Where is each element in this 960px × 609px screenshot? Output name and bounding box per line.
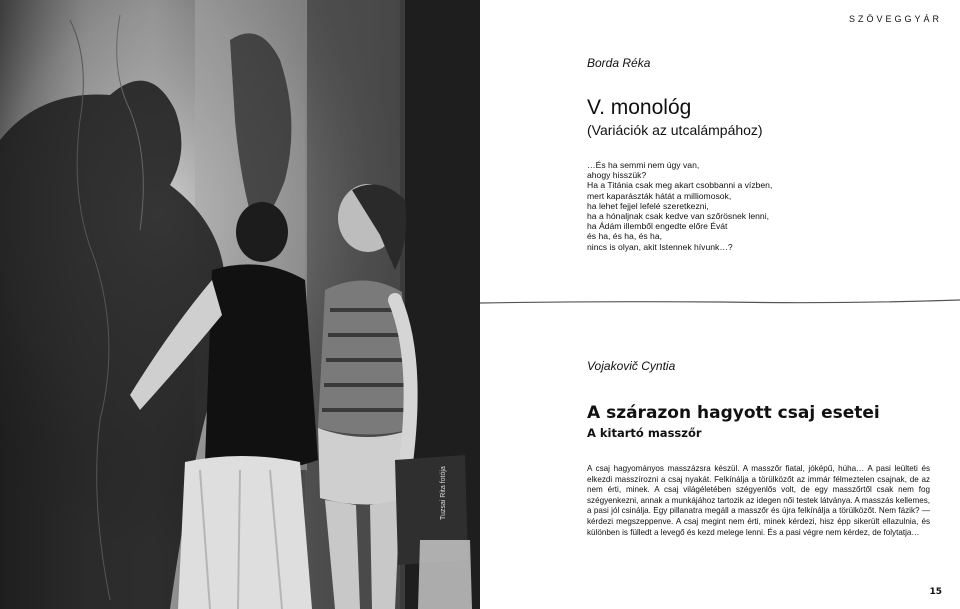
poem-line: ha lehet fejjel lefelé szeretkezni, <box>587 200 709 211</box>
poem-subtitle: (Variációk az utcalámpához) <box>587 122 763 138</box>
hand-drawn-divider <box>480 292 960 312</box>
poem-line: mert kaparászták hátát a milliomosok, <box>587 190 732 201</box>
page-number: 15 <box>929 587 942 597</box>
poem-line: ahogy hisszük? <box>587 170 647 181</box>
photo-credit: Tuzsai Rita fotója <box>440 466 447 520</box>
poem-line: ha Ádám illemből engedte előre Évát <box>587 221 728 232</box>
poem-line: ha a hónaljnak csak kedve van szőrösnek lenni, <box>587 211 770 222</box>
author-name: Vojakovič Cyntia <box>587 359 676 373</box>
section-label: SZÖVEGGYÁR <box>848 14 942 24</box>
story-text: A csaj hagyományos masszázsra készül. A masszőr fiatal, jóképű, húha… A pasi leülteti és elkezdi masszírozni a csaj nyakát. Felkínálja a törülközőt az immár félmeztelen csajnak, de az nem érti, minek. A csaj világéletében szégyenlős volt, de egy masszőrtől csak nem fog szégyenkezni, annak a munkájához tartozik az idegen női testek látványa. A masszás kellemes, a pasi jól csinálja. Egy pillanatra megáll a masszőr és újra felkínálja a törülközőt. Nem fázik? — kérdezi megszeppenve. A csaj megint nem érti, minek kérdezi, hisz épp sikerült ellazulnia, és különben is fülledt a levegő és kezd melege lenni. És a pasi végre nem kérdez, de folytatja… <box>587 464 930 537</box>
story-title: A szárazon hagyott csaj esetei <box>587 403 880 423</box>
poem-line: nincs is olyan, akit Istennek hívunk…? <box>587 241 733 252</box>
poem-line: és ha, és ha, és ha, <box>587 231 663 242</box>
poem-line: …És ha semmi nem úgy van, <box>587 160 700 170</box>
story-subtitle: A kitartó masszőr <box>587 426 702 440</box>
poem-title: V. monológ <box>587 96 692 119</box>
poem-text <box>587 160 827 252</box>
author-name: Borda Réka <box>587 56 651 70</box>
poem-line: Ha a Titánia csak meg akart csobbanni a vízben, <box>587 180 773 191</box>
